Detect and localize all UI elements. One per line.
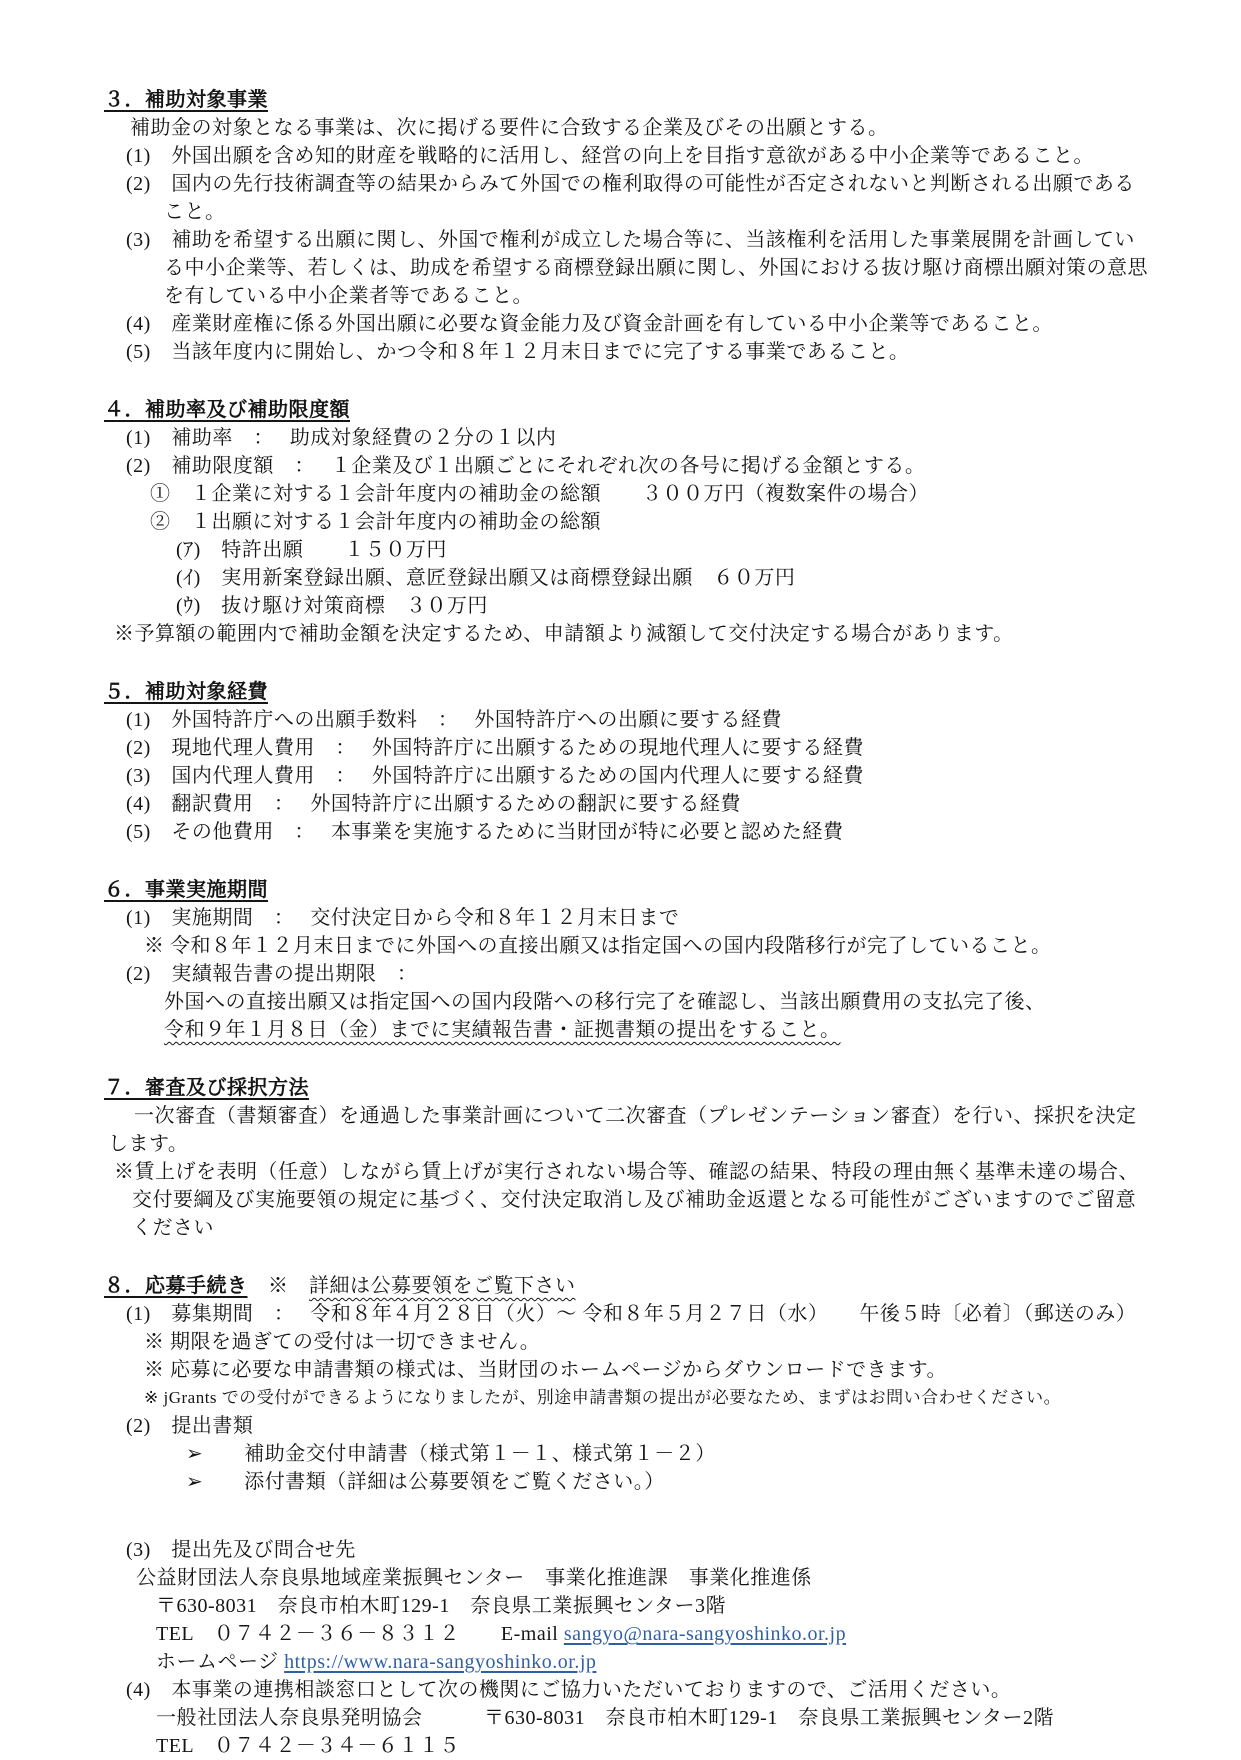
- line-text: TEL ０７４２－３６－８３１２ E-mail: [156, 1623, 564, 1645]
- line-text: (1) 募集期間 ： 令和８年４月２８日（火）～ 令和８年５月２７日（水） 午後５時〔必着〕（郵送のみ）: [126, 1303, 1137, 1325]
- doc-line: [104, 762, 1154, 790]
- doc-line: [104, 620, 1154, 648]
- doc-line: [104, 480, 1154, 508]
- line-text: (ｱ) 特許出願 １５０万円: [176, 539, 447, 561]
- line-text: ホームページ: [156, 1651, 285, 1673]
- doc-line: [104, 1648, 1154, 1676]
- line-text: ① １企業に対する１会計年度内の補助金の総額 ３００万円（複数案件の場合）: [150, 483, 929, 505]
- doc-line: [104, 1016, 1154, 1044]
- doc-line: [104, 960, 1154, 988]
- doc-line: [104, 932, 1154, 960]
- line-text: 補助金の対象となる事業は、次に掲げる要件に合致する企業及びその出願とする。: [130, 117, 889, 139]
- doc-line: [104, 1620, 1154, 1648]
- doc-line: [104, 706, 1154, 734]
- doc-line: [104, 452, 1154, 480]
- line-text: ➢ 添付書類（詳細は公募要領をご覧ください。）: [186, 1471, 665, 1493]
- doc-line: [104, 1440, 1154, 1468]
- line-text: 一般社団法人奈良県発明協会 〒630-8031 奈良市柏木町129-1 奈良県工業振興センター2階: [156, 1707, 1055, 1729]
- doc-line: [104, 536, 1154, 564]
- doc-line: [104, 226, 1154, 310]
- document-body: [104, 86, 1154, 1760]
- line-text: (4) 翻訳費用 ： 外国特許庁に出願するための翻訳に要する経費: [126, 793, 741, 815]
- line-text: (2) 提出書類: [126, 1415, 254, 1437]
- doc-line: [104, 424, 1154, 452]
- doc-line: [104, 1592, 1154, 1620]
- section-heading-5: [104, 678, 1154, 706]
- line-text: (1) 補助率 ： 助成対象経費の２分の１以内: [126, 427, 557, 449]
- doc-line: [104, 1102, 1154, 1158]
- line-text: ※ 期限を過ぎての受付は一切できません。: [144, 1331, 541, 1353]
- line-text: (ｳ) 抜け駆け対策商標 ３０万円: [176, 595, 488, 617]
- heading-text: ※: [247, 1275, 309, 1297]
- doc-line: [104, 1356, 1154, 1384]
- doc-line: [104, 170, 1154, 226]
- heading-text: ３．補助対象事業: [104, 89, 268, 111]
- heading-text: ８．応募手続き: [104, 1275, 248, 1297]
- homepage-link[interactable]: https://www.nara-sangyoshinko.or.jp: [284, 1651, 597, 1673]
- section-heading-7: [104, 1074, 1154, 1102]
- section-heading-6: [104, 876, 1154, 904]
- line-text: 外国への直接出願又は指定国への国内段階への移行完了を確認し、当該出願費用の支払完了後、: [164, 991, 1046, 1013]
- line-text: (5) 当該年度内に開始し、かつ令和８年１２月末日までに完了する事業であること。: [126, 341, 910, 363]
- line-text: 令和９年１月８日（金）までに実績報告書・証拠書類の提出をすること。: [164, 1019, 841, 1041]
- doc-line: [104, 1328, 1154, 1356]
- section-heading-8: [104, 1272, 1154, 1300]
- email-link[interactable]: sangyo@nara-sangyoshinko.or.jp: [563, 1623, 847, 1645]
- doc-line: [104, 1536, 1154, 1564]
- line-text: 〒630-8031 奈良市柏木町129-1 奈良県工業振興センター3階: [156, 1595, 727, 1617]
- line-text: TEL ０７４２－３４－６１１５: [156, 1735, 460, 1757]
- doc-line: [104, 1704, 1154, 1732]
- line-text: (3) 補助を希望する出願に関し、外国で権利が成立した場合等に、当該権利を活用した事業展開を計画している中小企業等、若しくは、助成を希望する商標登録出願に関し、外国における抜け駆け商標出願対策の意思を有している中小企業者等であること。: [126, 229, 1148, 307]
- line-text: (2) 実績報告書の提出期限 ：: [126, 963, 418, 985]
- heading-text: ５．補助対象経費: [104, 681, 268, 703]
- line-text: (3) 提出先及び問合せ先: [126, 1539, 356, 1561]
- doc-line: [104, 310, 1154, 338]
- line-text: ② １出願に対する１会計年度内の補助金の総額: [150, 511, 601, 533]
- heading-text: ７．審査及び採択方法: [104, 1077, 309, 1099]
- line-text: (1) 外国出願を含め知的財産を戦略的に活用し、経営の向上を目指す意欲がある中小企業等であること。: [126, 145, 1094, 167]
- line-text: 公益財団法人奈良県地域産業振興センター 事業化推進課 事業化推進係: [136, 1567, 812, 1589]
- doc-line: [104, 1384, 1154, 1412]
- line-text: (4) 産業財産権に係る外国出願に必要な資金能力及び資金計画を有している中小企業等であること。: [126, 313, 1053, 335]
- line-text: ※ 令和８年１２月末日までに外国への直接出願又は指定国への国内段階移行が完了していること。: [144, 935, 1052, 957]
- line-text: (1) 実施期間 ： 交付決定日から令和８年１２月末日まで: [126, 907, 680, 929]
- line-text: (4) 本事業の連携相談窓口として次の機関にご協力いただいておりますので、ご活用ください。: [126, 1679, 1012, 1701]
- line-text: (1) 外国特許庁への出願手数料 ： 外国特許庁への出願に要する経費: [126, 709, 782, 731]
- doc-line: [104, 592, 1154, 620]
- line-text: (2) 国内の先行技術調査等の結果からみて外国での権利取得の可能性が否定されないと判断される出願であること。: [126, 173, 1135, 223]
- heading-text: ６．事業実施期間: [104, 879, 268, 901]
- doc-line: [104, 1300, 1154, 1328]
- doc-line: [104, 1732, 1154, 1760]
- heading-text: ４．補助率及び補助限度額: [104, 399, 350, 421]
- line-text: ※ 応募に必要な申請書類の様式は、当財団のホームページからダウンロードできます。: [144, 1359, 947, 1381]
- section-heading-4: [104, 396, 1154, 424]
- doc-line: [104, 564, 1154, 592]
- line-text: (5) その他費用 ： 本事業を実施するために当財団が特に必要と認めた経費: [126, 821, 844, 843]
- heading-text: 詳細は公募要領をご覧下さい: [309, 1275, 576, 1297]
- section-heading-3: [104, 86, 1154, 114]
- line-text: ※賃上げを表明（任意）しながら賃上げが実行されない場合等、確認の結果、特段の理由無く基準未達の場合、交付要綱及び実施要領の規定に基づく、交付決定取消し及び補助金返還となる可能性がございますのでご留意ください: [114, 1161, 1139, 1239]
- doc-line: [104, 818, 1154, 846]
- line-text: ➢ 補助金交付申請書（様式第１－１、様式第１－２）: [186, 1443, 716, 1465]
- doc-line: [104, 508, 1154, 536]
- line-text: (2) 補助限度額 ： １企業及び１出願ごとにそれぞれ次の各号に掲げる金額とする。: [126, 455, 926, 477]
- doc-line: [104, 734, 1154, 762]
- line-text: (ｲ) 実用新案登録出願、意匠登録出願又は商標登録出願 ６０万円: [176, 567, 796, 589]
- line-text: (2) 現地代理人費用 ： 外国特許庁に出願するための現地代理人に要する経費: [126, 737, 864, 759]
- doc-line: [104, 988, 1154, 1016]
- doc-line: [104, 1412, 1154, 1440]
- line-text: ※ jGrants での受付ができるようになりましたが、別途申請書類の提出が必要なため、まずはお問い合わせください。: [144, 1388, 1062, 1407]
- line-text: (3) 国内代理人費用 ： 外国特許庁に出願するための国内代理人に要する経費: [126, 765, 864, 787]
- doc-line: [104, 1564, 1154, 1592]
- line-text: 一次審査（書類審査）を通過した事業計画について二次審査（プレゼンテーション審査）を行い、採択を決定します。: [108, 1105, 1137, 1155]
- doc-line: [104, 790, 1154, 818]
- line-text: ※予算額の範囲内で補助金額を決定するため、申請額より減額して交付決定する場合があります。: [114, 623, 1014, 645]
- doc-line: [104, 338, 1154, 366]
- doc-line: [104, 142, 1154, 170]
- doc-line: [104, 1676, 1154, 1704]
- doc-line: [104, 114, 1154, 142]
- doc-line: [104, 1468, 1154, 1496]
- doc-line: [104, 904, 1154, 932]
- doc-line: [104, 1158, 1154, 1242]
